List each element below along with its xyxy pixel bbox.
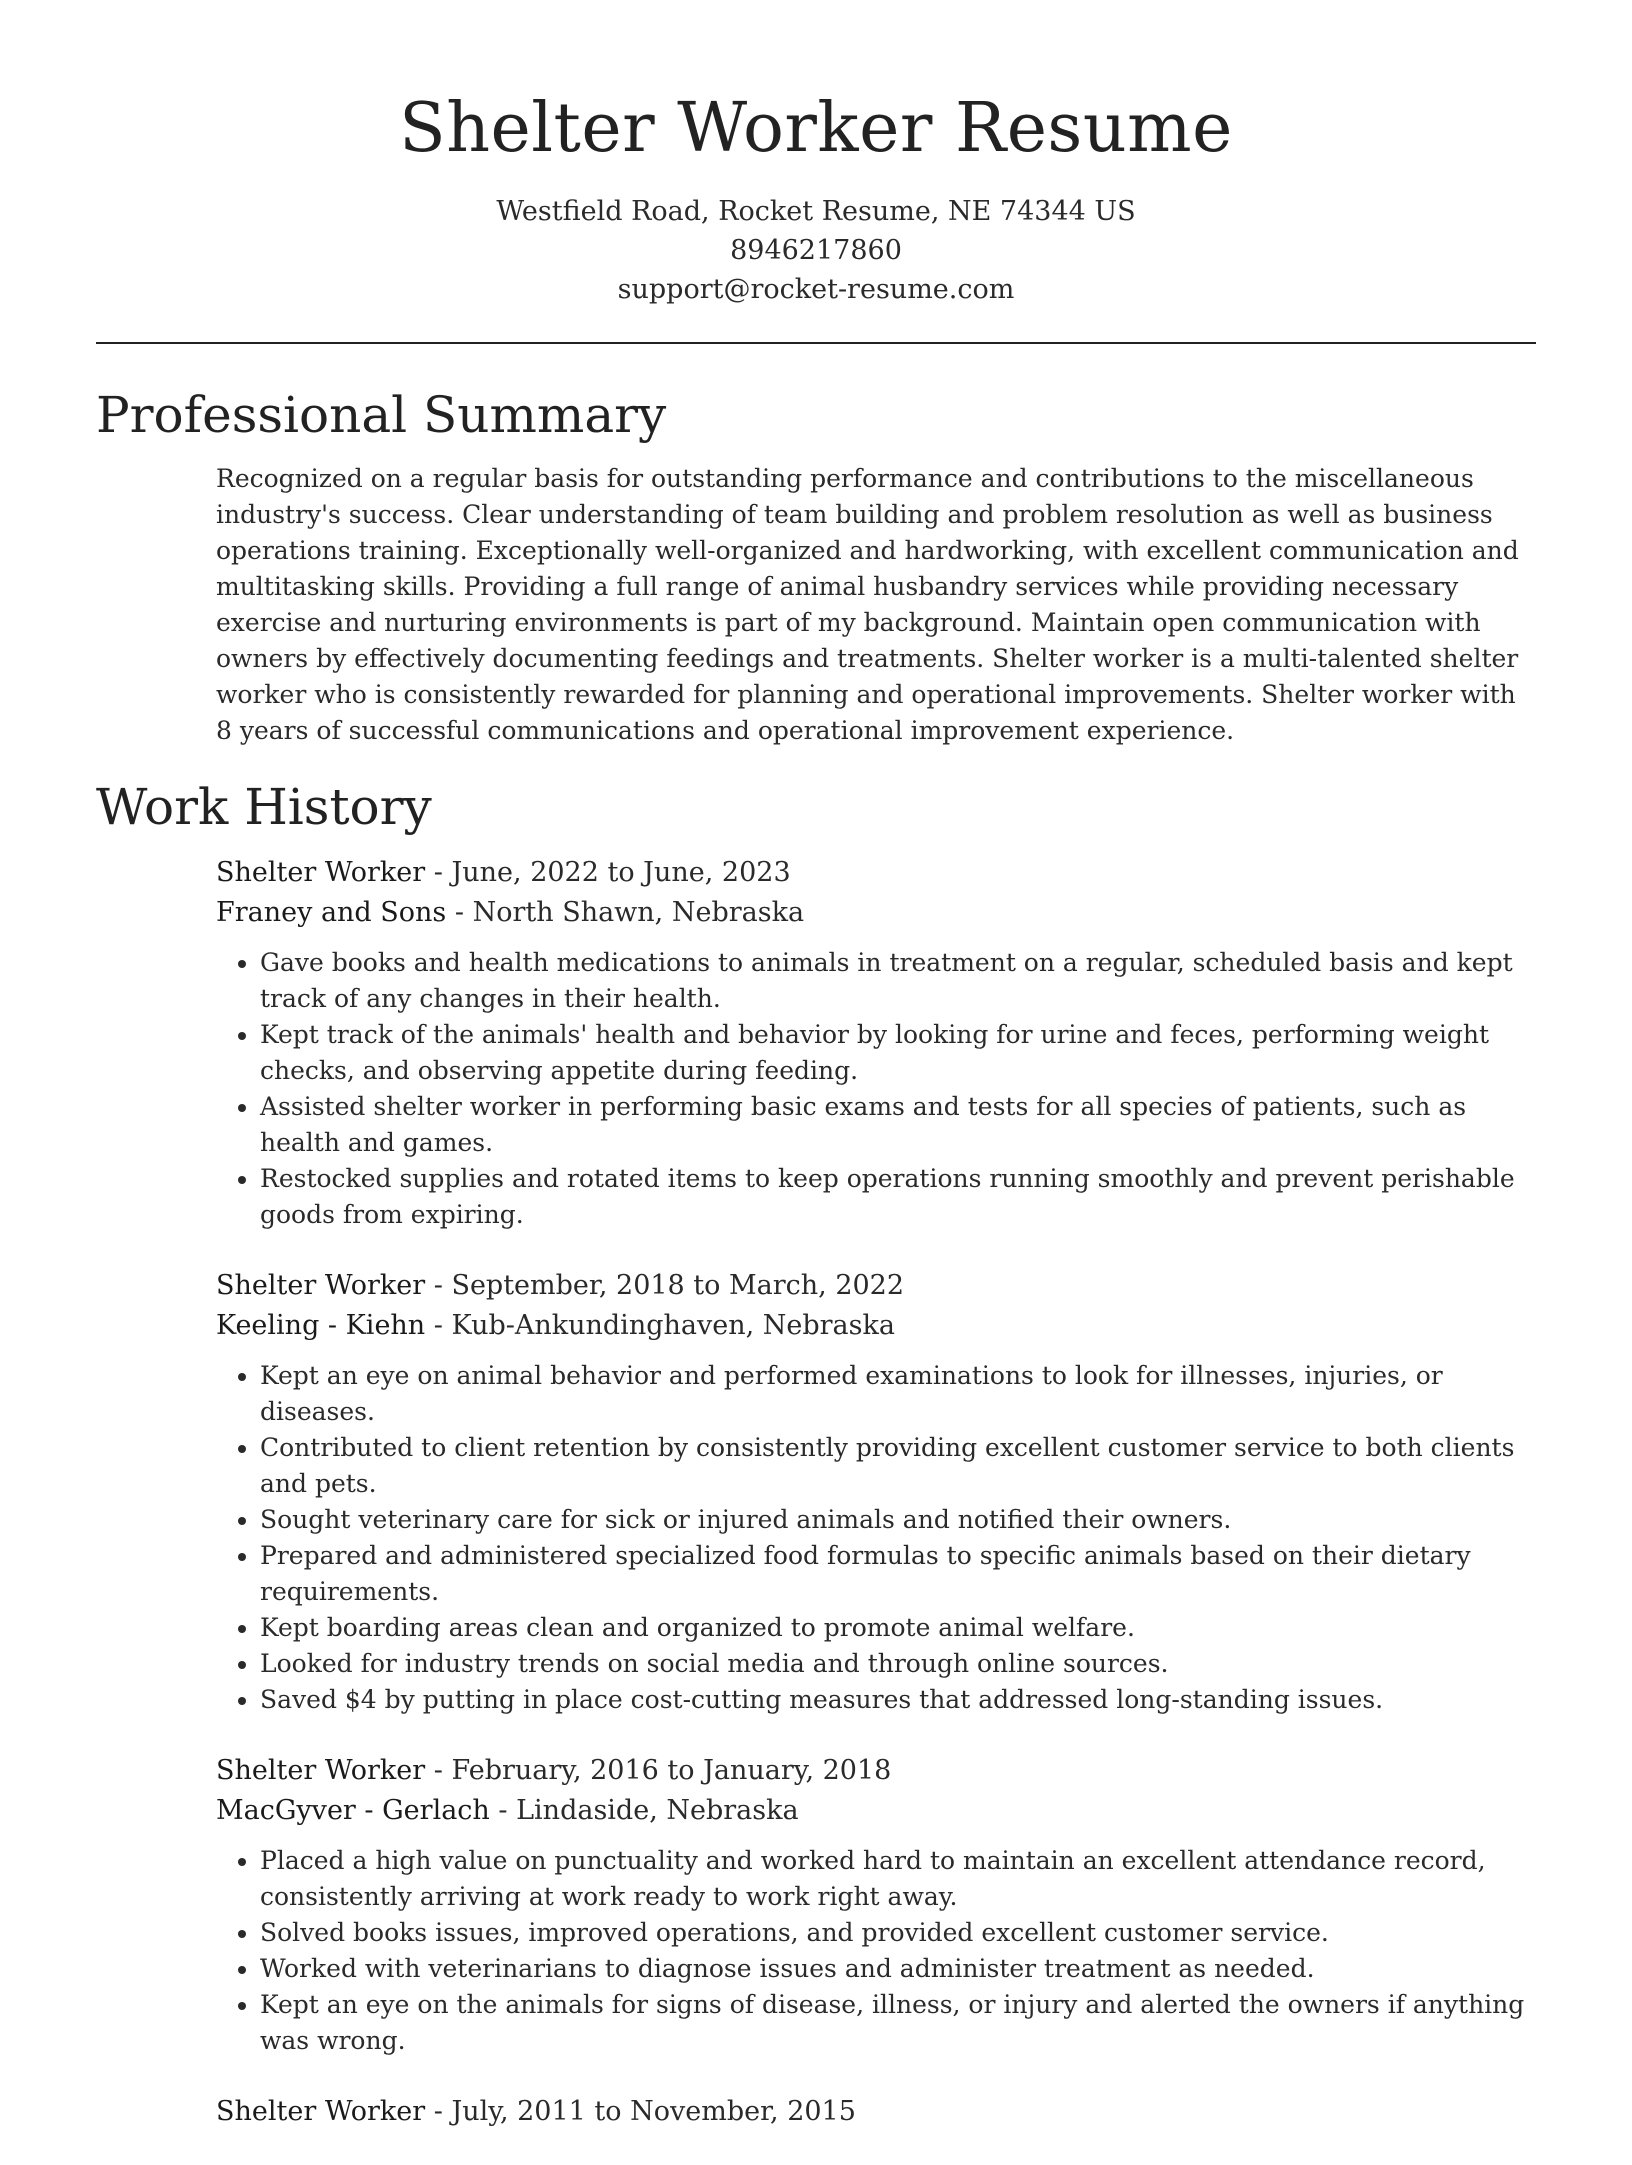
job-entry [216, 2092, 1536, 2132]
job-bullet: • Kept an eye on animal behavior and performed examinations to look for illnesses, injuries, or diseases. [260, 1358, 1536, 1430]
resume-title: Shelter Worker Resume [399, 89, 1233, 168]
job-dates: July, 2011 to November, 2015 [451, 2096, 856, 2127]
job-bullet: • Looked for industry trends on social media and through online sources. [260, 1646, 1536, 1682]
job-bullet: • Saved $4 by putting in place cost-cutting measures that addressed long-standing issues. [260, 1682, 1536, 1718]
work-history-list [216, 853, 1536, 2165]
job-bullet: • Kept boarding areas clean and organized to promote animal welfare. [260, 1610, 1536, 1646]
job-bullets [216, 945, 1536, 1233]
job-bullets [216, 1843, 1536, 2059]
job-title: Shelter Worker [216, 857, 426, 888]
job-company: Keeling - Kiehn [216, 1310, 426, 1341]
contact-email: support@rocket-resume.com [617, 274, 1015, 305]
job-company-line: Franey and Sons - North Shawn, Nebraska [216, 897, 805, 928]
job-title: Shelter Worker [216, 2096, 426, 2127]
job-entry [216, 1266, 1536, 1718]
job-title: Shelter Worker [216, 1270, 426, 1301]
section-heading-work-history: Work History [96, 778, 432, 836]
job-bullet: • Kept an eye on the animals for signs of disease, illness, or injury and alerted the owners if anything was wrong. [260, 1987, 1536, 2059]
job-dates: June, 2022 to June, 2023 [451, 857, 791, 888]
header-divider [96, 342, 1536, 344]
contact-phone: 8946217860 [730, 235, 902, 266]
job-location: Lindaside, Nebraska [516, 1795, 799, 1826]
job-title-line: Shelter Worker - September, 2018 to March, 2022 [216, 1270, 905, 1301]
job-bullet: • Contributed to client retention by consistently providing excellent customer service to both clients and pets. [260, 1430, 1536, 1502]
summary-text: Recognized on a regular basis for outstanding performance and contributions to the miscellaneous industry's success. Clear understanding of team building and problem resolution as well as business operations training. Exceptionally well-organized and hardworking, with excellent communication and multitasking skills. Providing a full range of animal husbandry services while providing necessary exercise and nurturing environments is part of my background. Maintain open communication with owners by effectively documenting feedings and treatments. Shelter worker is a multi-talented shelter worker who is consistently rewarded for planning and operational improvements. Shelter worker with 8 years of successful communications and operational improvement experience. [216, 464, 1519, 745]
job-bullet: • Worked with veterinarians to diagnose issues and administer treatment as needed. [260, 1951, 1536, 1987]
job-bullet: • Assisted shelter worker in performing basic exams and tests for all species of patients, such as health and games. [260, 1089, 1536, 1161]
job-bullet: • Kept track of the animals' health and behavior by looking for urine and feces, performing weight checks, and observing appetite during feeding. [260, 1017, 1536, 1089]
job-location: North Shawn, Nebraska [472, 897, 805, 928]
job-bullet: • Sought veterinary care for sick or injured animals and notified their owners. [260, 1502, 1536, 1538]
job-title-line: Shelter Worker - February, 2016 to January, 2018 [216, 1755, 892, 1786]
job-title-line: Shelter Worker - June, 2022 to June, 2023 [216, 857, 791, 888]
job-bullets [216, 1358, 1536, 1718]
job-company: MacGyver - Gerlach [216, 1795, 490, 1826]
job-dates: September, 2018 to March, 2022 [451, 1270, 905, 1301]
job-bullet: • Restocked supplies and rotated items to keep operations running smoothly and prevent perishable goods from expiring. [260, 1161, 1536, 1233]
job-bullet: • Prepared and administered specialized food formulas to specific animals based on their dietary requirements. [260, 1538, 1536, 1610]
job-company: Franey and Sons [216, 897, 447, 928]
job-title: Shelter Worker [216, 1755, 426, 1786]
job-dates: February, 2016 to January, 2018 [451, 1755, 892, 1786]
job-title-line: Shelter Worker - July, 2011 to November, 2015 [216, 2096, 856, 2127]
contact-block [0, 192, 1632, 309]
job-entry [216, 853, 1536, 1233]
job-entry [216, 1751, 1536, 2059]
section-heading-summary: Professional Summary [96, 386, 667, 444]
contact-address: Westfield Road, Rocket Resume, NE 74344 US [496, 196, 1136, 227]
job-company-line: Keeling - Kiehn - Kub-Ankundinghaven, Nebraska [216, 1310, 895, 1341]
job-bullet: • Placed a high value on punctuality and worked hard to maintain an excellent attendance record, consistently arriving at work ready to work right away. [260, 1843, 1536, 1915]
job-bullet: • Solved books issues, improved operations, and provided excellent customer service. [260, 1915, 1536, 1951]
job-company-line: MacGyver - Gerlach - Lindaside, Nebraska [216, 1795, 799, 1826]
resume-header [0, 80, 1632, 309]
job-location: Kub-Ankundinghaven, Nebraska [451, 1310, 895, 1341]
job-bullet: • Gave books and health medications to animals in treatment on a regular, scheduled basis and kept track of any changes in their health. [260, 945, 1536, 1017]
